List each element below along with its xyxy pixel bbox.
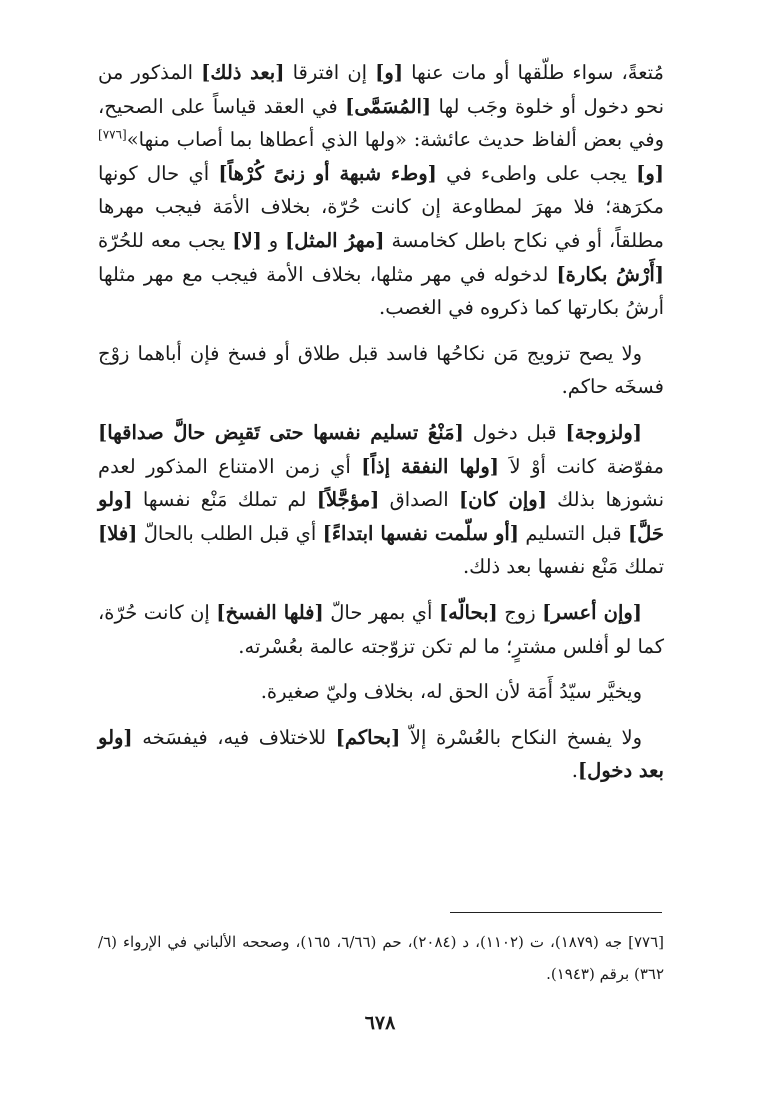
paragraph-4 xyxy=(98,596,664,663)
commentary-text: و xyxy=(261,228,286,252)
paragraph-2 xyxy=(98,337,664,404)
matn-phrase: [مَنْعُ تسليم نفسها حتى تَقبِض حالَّ صداقها] xyxy=(98,420,464,444)
matn-phrase: [وطء شبهة أو زنىً كُرْهاً] xyxy=(218,161,437,185)
matn-phrase: [ولها النفقة إذاً] xyxy=(361,454,500,478)
commentary-text: المذكور من نحو دخول أو خلوة وجَب لها xyxy=(98,61,665,118)
commentary-text: يجب معه للحُرّة xyxy=(98,228,233,252)
commentary-text: ولا يفسخ النكاح بالعُسْرة إلاّ xyxy=(400,725,642,749)
matn-phrase: [مهرُ المثل] xyxy=(285,228,385,252)
matn-phrase: [وإن أعسر] xyxy=(542,600,643,624)
matn-phrase: [وإن كان] xyxy=(458,488,547,512)
footnote-776: [٧٧٦] جه (١٨٧٩)، ت (١١٠٢)، د (٢٠٨٤)، حم (٦/٦٦، ١٦٥)، وصححه الألباني في الإرواء (٦/ ٣٦٢) برقم (١٩٤٣). xyxy=(98,933,665,983)
page-number: ٦٧٨ xyxy=(364,1012,396,1034)
commentary-text: إن كانت حُرّة، كما لو أفلس مشترٍ؛ ما لم تكن تزوّجته عالمة بعُسْرته. xyxy=(98,600,664,658)
commentary-text: في العقد قياساً على الصحيح، وفي بعض ألفاظ حديث عائشة: «ولها الذي أعطاها بما أصاب منها» xyxy=(98,94,664,152)
matn-phrase: [ولو حَلَّ] xyxy=(98,488,664,545)
commentary-text: لم تملك مَنْع نفسها xyxy=(132,488,317,512)
matn-phrase: [بحاكم] xyxy=(335,725,401,749)
matn-phrase: [بعد ذلك] xyxy=(201,61,285,84)
commentary-text: أي زمن الامتناع المذكور لعدم نشوزها بذلك xyxy=(98,454,664,512)
footnote-ref-marker: [٧٧٦] xyxy=(98,127,127,142)
paragraph-5 xyxy=(98,675,664,709)
commentary-text: . xyxy=(571,759,578,783)
commentary-text: أي بمهر حالّ xyxy=(323,600,439,624)
page-body xyxy=(98,56,664,800)
commentary-text: قبل التسليم xyxy=(519,521,628,545)
footnote-divider xyxy=(450,912,662,913)
matn-phrase: [أو سلّمت نفسها ابتداءً] xyxy=(322,521,520,545)
commentary-text: إن افترقا xyxy=(284,61,376,84)
matn-phrase: [أَرْشُ بكارة] xyxy=(556,262,665,286)
commentary-text: مُتعةً، سواء طلّقها أو مات عنها xyxy=(403,61,664,84)
matn-phrase: [المُسَمَّى] xyxy=(345,94,432,118)
commentary-text: تملك مَنْع نفسها بعد ذلك. xyxy=(462,555,664,579)
commentary-text: لدخوله في مهر مثلها، بخلاف الأمة فيجب مع مهر مثلها أرشُ بكارتها كما ذكروه في الغصب. xyxy=(98,262,664,320)
commentary-text: للاختلاف فيه، فيفسَخه xyxy=(132,725,336,749)
commentary-text: أي قبل الطلب بالحالّ xyxy=(137,521,323,545)
commentary-text: الصداق xyxy=(379,488,459,512)
matn-phrase: [و] xyxy=(636,161,665,185)
paragraph-3 xyxy=(98,416,664,584)
matn-phrase: [مؤجَّلاً] xyxy=(316,488,380,512)
commentary-text: ولا يصح تزويج مَن نكاحُها فاسد قبل طلاق أو فسخ فإن أباهما زوْج فسخَه حاكم. xyxy=(98,341,664,399)
commentary-text: ويخيَّر سيّدُ أَمَة لأن الحق له، بخلاف وليّ صغيرة. xyxy=(260,680,642,704)
paragraph-1 xyxy=(98,56,664,325)
matn-phrase: [بحالّه] xyxy=(438,600,498,624)
commentary-text: قبل دخول xyxy=(463,420,566,444)
commentary-text: أي حال كونها مكرَهة؛ فلا مهرَ لمطاوعة إن كانت حُرّة، بخلاف الأمَة فيجب مهرها مطلقاً، أو في نكاح باطل كخامسة xyxy=(98,161,664,252)
matn-phrase: [لا] xyxy=(232,228,262,252)
matn-phrase: [ولزوجة] xyxy=(565,420,642,444)
commentary-text: مفوّضة كانت أوْ لاَ xyxy=(499,454,664,478)
footnotes xyxy=(98,926,664,990)
commentary-text: زوج xyxy=(497,600,543,624)
paragraph-6 xyxy=(98,721,664,788)
matn-phrase: [ولو بعد دخول] xyxy=(98,725,664,783)
commentary-text: يجب على واطىء في xyxy=(436,161,637,185)
matn-phrase: [و] xyxy=(375,61,404,84)
matn-phrase: [فلا] xyxy=(98,521,138,545)
matn-phrase: [فلها الفسخ] xyxy=(216,600,324,624)
